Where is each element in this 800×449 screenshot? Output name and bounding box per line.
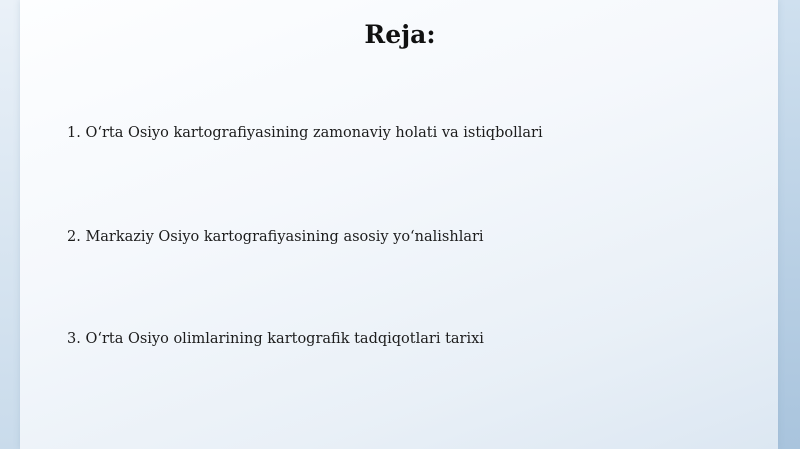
slide-canvas [20, 0, 778, 449]
slide-left-margin [0, 0, 20, 449]
plan-item-2: 2. Markaziy Osiyo kartografiyasining asosiy yo‘nalishlari [67, 229, 484, 245]
plan-item-1: 1. O‘rta Osiyo kartografiyasining zamonaviy holati va istiqbollari [67, 125, 543, 141]
slide-title: Reja: [364, 20, 436, 49]
slide-right-margin [778, 0, 800, 449]
plan-item-3: 3. O‘rta Osiyo olimlarining kartografik tadqiqotlari tarixi [67, 331, 484, 347]
